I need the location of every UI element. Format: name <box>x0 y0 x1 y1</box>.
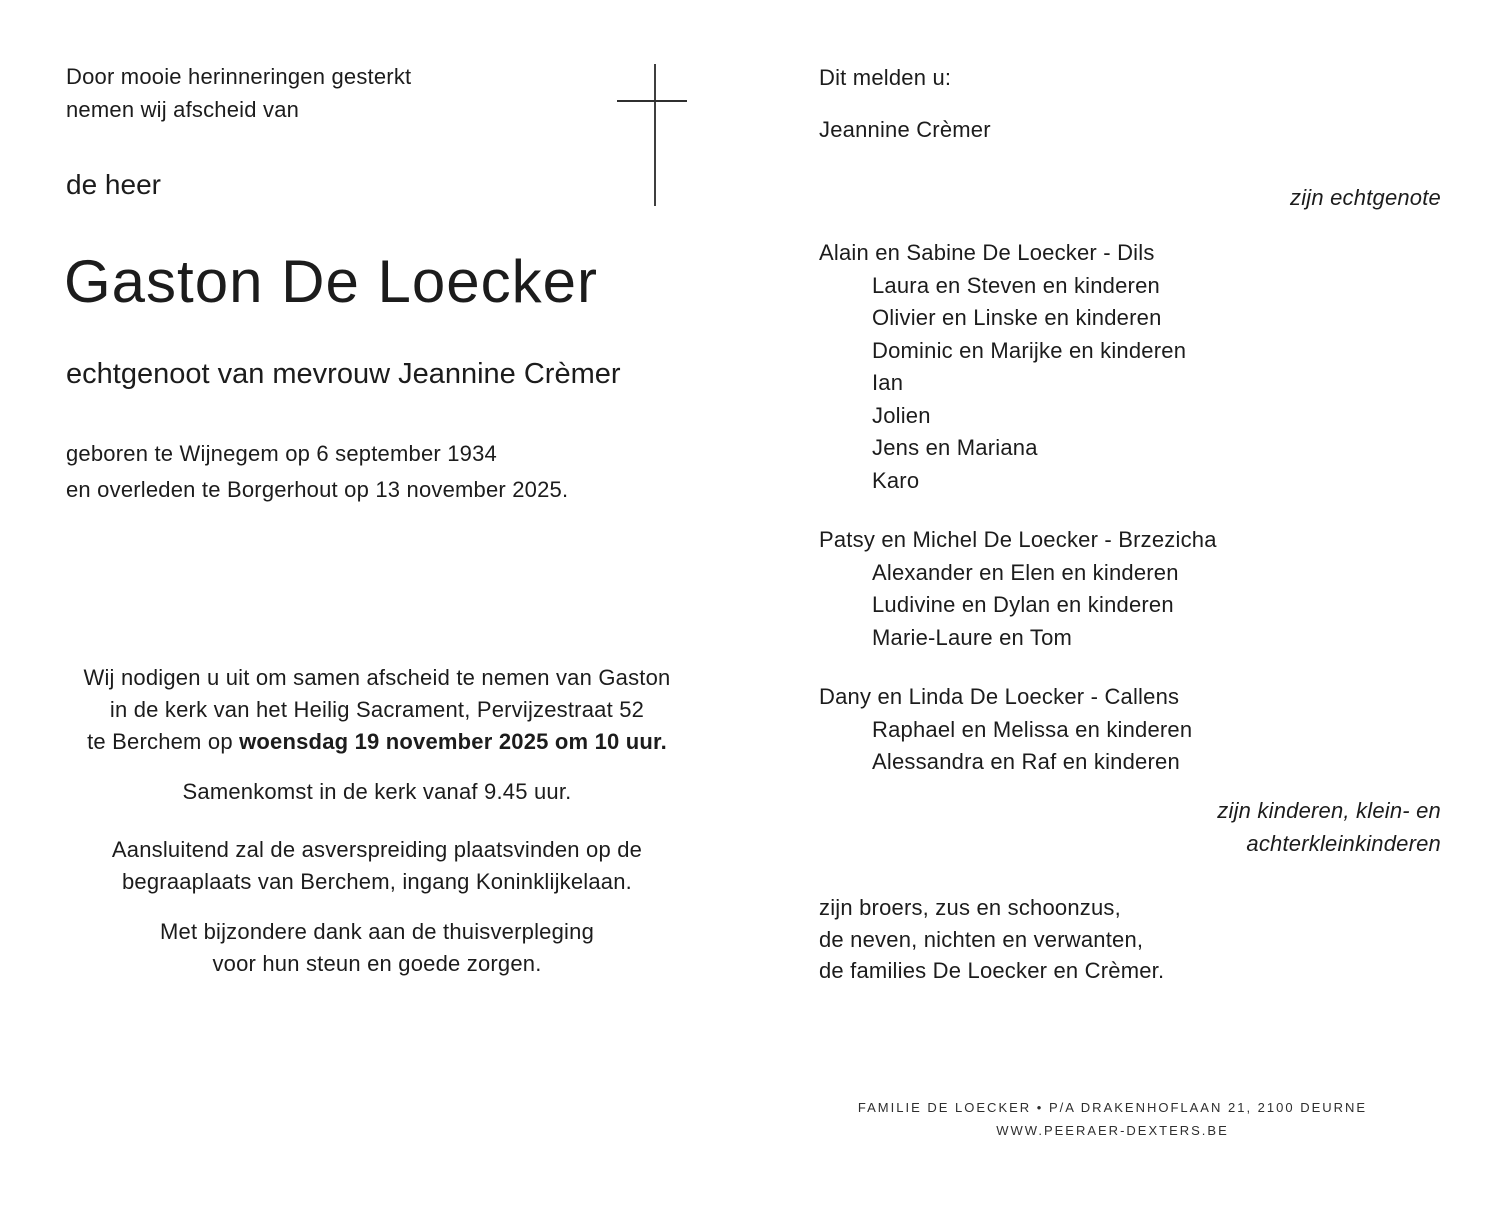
family-member: Raphael en Melissa en kinderen <box>872 716 1193 742</box>
spouse-line: echtgenoot van mevrouw Jeannine Crèmer <box>66 358 621 390</box>
relatives-line-3: de families De Loecker en Crèmer. <box>819 958 1165 983</box>
family-member: Ian <box>872 370 904 395</box>
family-member: Jens en Mariana <box>872 435 1038 460</box>
ashes-line-2: begraaplaats van Berchem, ingang Koninklijkelaan. <box>121 869 632 894</box>
died-line: en overleden te Borgerhout op 13 november 2025. <box>66 477 569 502</box>
ashes-block <box>66 834 688 898</box>
family-member: Alexander en Elen en kinderen <box>872 559 1179 585</box>
children-role-line-2: achterkleinkinderen <box>1246 830 1441 856</box>
family-header: Patsy en Michel De Loecker - Brzezicha <box>819 527 1217 552</box>
relatives-block <box>819 892 1441 987</box>
thanks-line-2: voor hun steun en goede zorgen. <box>212 951 542 976</box>
family-member: Laura en Steven en kinderen <box>872 272 1160 298</box>
thanks-line-1: Met bijzondere dank aan de thuisverpleging <box>159 919 595 944</box>
intro-line-2: nemen wij afscheid van <box>66 97 300 122</box>
gathering-line: Samenkomst in de kerk vanaf 9.45 uur. <box>182 779 572 804</box>
footer-website-line: WWW.PEERAER-DEXTERS.BE <box>996 1123 1229 1138</box>
family-member: Olivier en Linske en kinderen <box>872 305 1162 330</box>
family-members <box>819 557 1441 655</box>
cross-vertical-bar <box>654 64 656 206</box>
invitation-block <box>66 662 688 758</box>
family-member: Dominic en Marijke en kinderen <box>872 337 1187 363</box>
family-members <box>819 270 1441 498</box>
family-member: Karo <box>872 467 920 493</box>
children-role-line-1: zijn kinderen, klein- en <box>1217 798 1441 823</box>
family-group <box>819 524 1441 654</box>
born-line: geboren te Wijnegem op 6 september 1934 <box>66 441 497 466</box>
family-member: Marie-Laure en Tom <box>872 624 1073 650</box>
children-role <box>819 795 1441 860</box>
deceased-name: Gaston De Loecker <box>64 248 598 315</box>
family-members <box>819 714 1441 779</box>
cross-horizontal-bar <box>617 100 687 102</box>
invitation-line-3 <box>66 726 688 758</box>
family-group <box>819 681 1441 779</box>
families-list <box>819 237 1441 779</box>
widow-name: Jeannine Crèmer <box>819 117 991 142</box>
family-header: Dany en Linda De Loecker - Callens <box>819 684 1180 709</box>
intro-line-1: Door mooie herinneringen gesterkt <box>66 64 412 89</box>
invitation-line-1: Wij nodigen u uit om samen afscheid te nemen van Gaston <box>83 665 671 690</box>
thanks-block <box>66 916 688 980</box>
ceremony-datetime: woensdag 19 november 2025 om 10 uur. <box>239 729 667 754</box>
family-group <box>819 237 1441 497</box>
ashes-line-1: Aansluitend zal de asverspreiding plaatsvinden op de <box>111 837 643 862</box>
latin-cross-icon <box>617 64 689 208</box>
announcers-column <box>819 0 1441 1214</box>
family-member: Jolien <box>872 402 931 428</box>
footer-address-line: FAMILIE DE LOECKER • P/A DRAKENHOFLAAN 21, 2100 DEURNE <box>857 1100 1368 1115</box>
intro-block <box>66 60 411 126</box>
family-member: Alessandra en Raf en kinderen <box>872 749 1180 774</box>
widow-role: zijn echtgenote <box>1290 185 1441 210</box>
family-member: Ludivine en Dylan en kinderen <box>872 592 1174 617</box>
invitation-line-2: in de kerk van het Heilig Sacrament, Pervijzestraat 52 <box>109 697 645 722</box>
relatives-line-1: zijn broers, zus en schoonzus, <box>819 895 1121 920</box>
relatives-line-2: de neven, nichten en verwanten, <box>819 926 1144 952</box>
announce-label: Dit melden u: <box>819 65 952 90</box>
funeral-home-footer <box>785 1096 1440 1142</box>
invitation-line-3-normal: te Berchem op <box>87 729 240 754</box>
family-header: Alain en Sabine De Loecker - Dils <box>819 240 1155 265</box>
dates-block <box>66 436 568 508</box>
salutation: de heer <box>66 169 161 200</box>
